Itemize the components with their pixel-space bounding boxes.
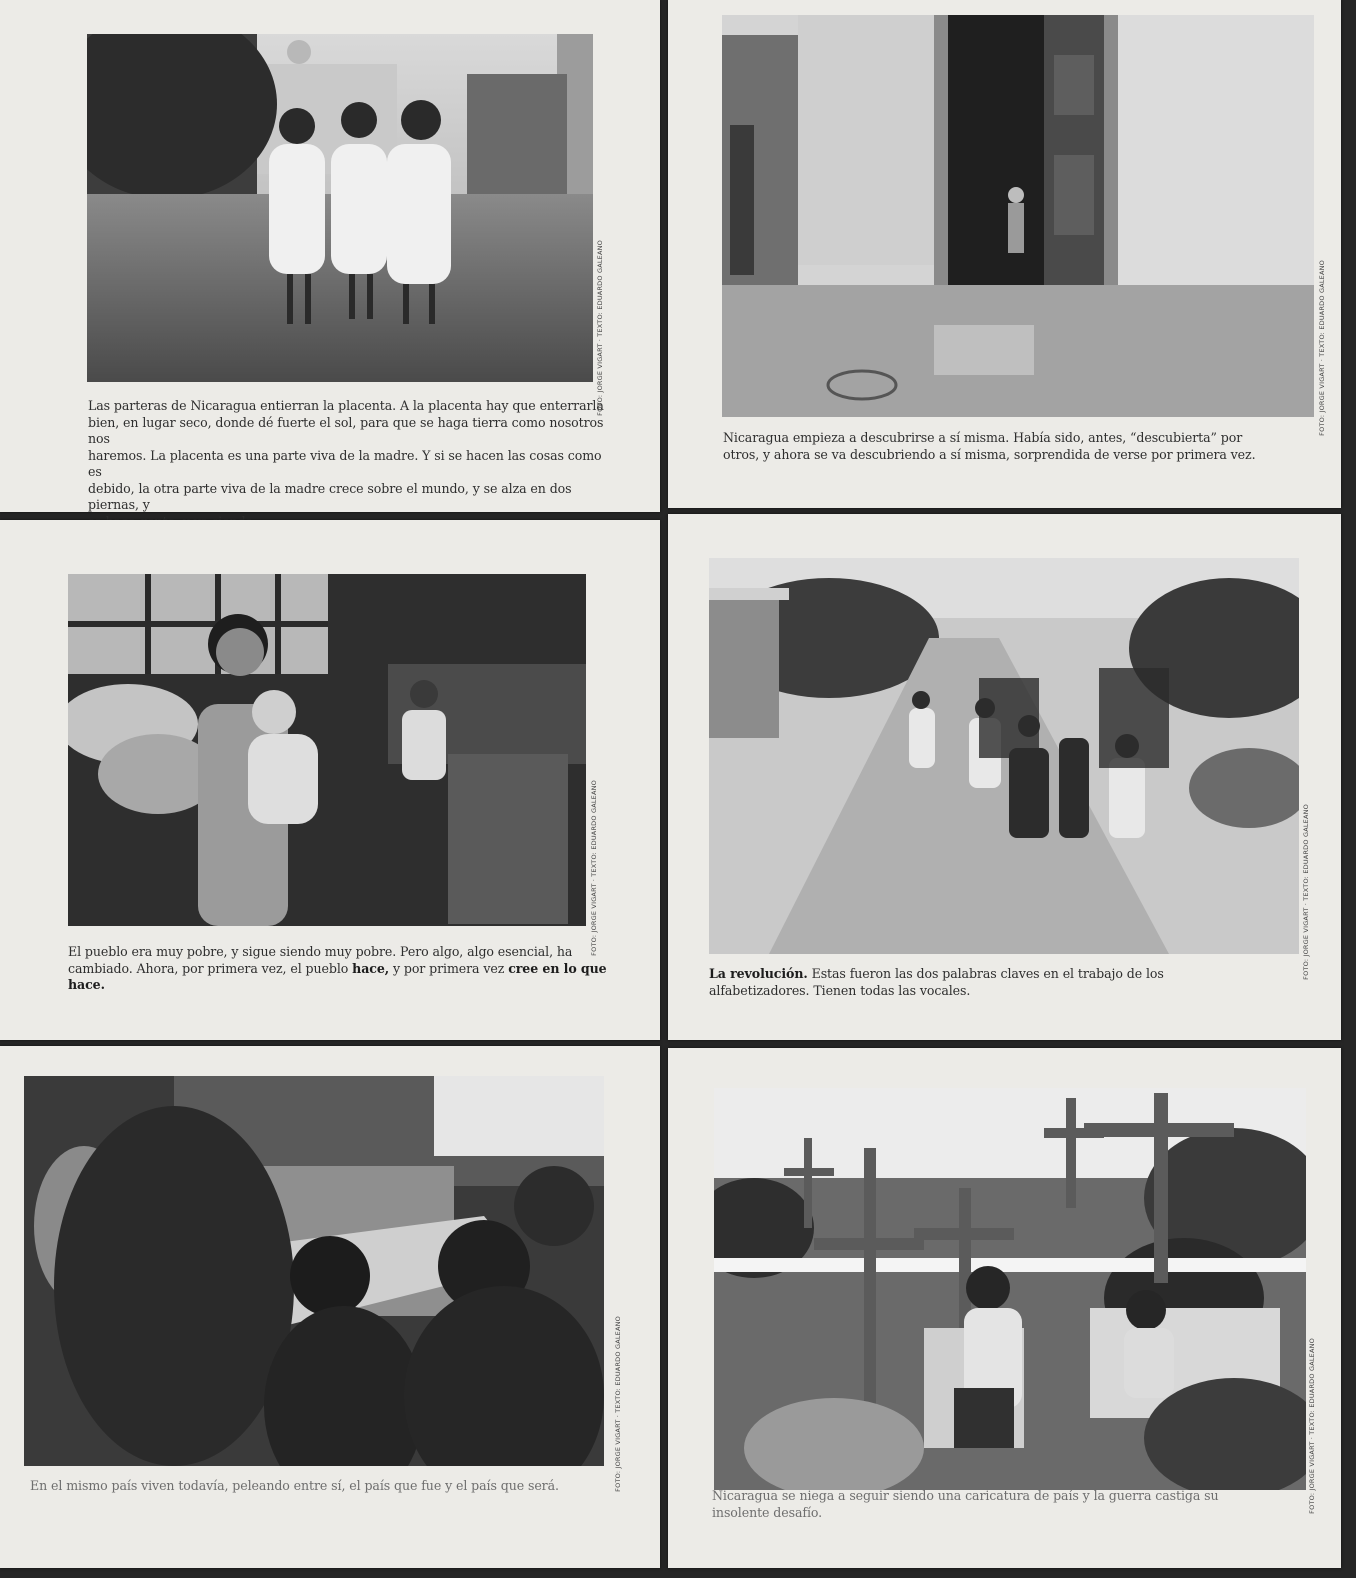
photo-cemetery-crosses-image	[714, 1088, 1306, 1490]
photo-credit: FOTO: JORGE VIGART · TEXTO: EDUARDO GALEANO	[1318, 260, 1326, 436]
caption-line: Nicaragua se niega a seguir siendo una caricatura de país y la guerra castiga su	[712, 1488, 1219, 1503]
caption-bold: hace,	[352, 960, 390, 976]
caption-line: insolente desafío.	[712, 1504, 823, 1520]
caption-line: Las parteras de Nicaragua entierran la placenta. A la placenta hay que enterrarla	[88, 398, 604, 413]
caption-line: El pueblo era muy pobre, y sigue siendo muy pobre. Pero algo, algo esencial, ha	[68, 944, 573, 959]
photo-mother-and-baby-image	[68, 574, 586, 926]
caption-text: Estas fueron las dos palabras claves en el trabajo de los	[807, 966, 1164, 981]
postcard-descubrirse	[668, 0, 1341, 508]
caption-line	[709, 966, 1289, 983]
postcard-el-mismo-pais	[0, 1046, 660, 1568]
caption	[723, 430, 1303, 463]
photo-child-doorway	[722, 15, 1314, 417]
caption-line	[68, 977, 628, 994]
caption-line	[68, 961, 628, 978]
caption	[68, 944, 628, 994]
caption-bold: cree en lo que	[508, 960, 607, 976]
caption	[30, 1478, 610, 1495]
caption-line: debido, la otra parte viva de la madre crece sobre el mundo, y se alza en dos piernas, y	[88, 480, 572, 512]
caption	[712, 1488, 1292, 1521]
caption	[709, 966, 1289, 999]
caption-text: cambiado. Ahora, por primera vez, el pueblo	[68, 960, 353, 976]
photo-cemetery-crosses	[714, 1088, 1306, 1490]
caption-bold: La revolución.	[709, 966, 808, 981]
caption-line: En el mismo país viven todavía, peleando entre sí, el país que fue y el país que será.	[30, 1478, 559, 1493]
caption-bold: hace.	[68, 977, 105, 992]
photo-three-girls	[87, 34, 593, 382]
postcard-caricatura-de-pais	[668, 1048, 1341, 1568]
caption-line: haremos. La placenta es una parte viva de la madre. Y si se hacen las cosas como es	[88, 447, 602, 479]
postcard-placenta	[0, 0, 660, 512]
photo-children-carrying-chairs	[709, 558, 1299, 954]
caption-text: y por primera vez	[389, 960, 509, 976]
photo-children-carrying-chairs-image	[709, 558, 1299, 954]
photo-wake-scene	[24, 1076, 604, 1466]
caption-line: alfabetizadores. Tienen todas las vocales.	[709, 982, 971, 998]
caption	[88, 398, 608, 530]
photo-credit: FOTO: JORGE VIGART · TEXTO: EDUARDO GALEANO	[1302, 804, 1310, 980]
photo-mother-and-baby	[68, 574, 586, 926]
postcard-pueblo-pobre	[0, 520, 660, 1040]
caption-line: bien, en lugar seco, donde dé fuerte el sol, para que se haga tierra como nosotros nos	[88, 414, 604, 446]
caption-line: otros, y ahora se va descubriendo a sí misma, sorprendida de verse por primera vez.	[723, 446, 1256, 462]
photo-credit: FOTO: JORGE VIGART · TEXTO: EDUARDO GALEANO	[1308, 1338, 1316, 1514]
photo-wake-scene-image	[24, 1076, 604, 1466]
photo-credit: FOTO: JORGE VIGART · TEXTO: EDUARDO GALEANO	[614, 1316, 622, 1492]
photo-three-girls-image	[87, 34, 593, 382]
photo-credit: FOTO: JORGE VIGART · TEXTO: EDUARDO GALEANO	[596, 240, 604, 416]
postcard-la-revolucion	[668, 514, 1341, 1040]
photo-child-doorway-image	[722, 15, 1314, 417]
photo-credit: FOTO: JORGE VIGART · TEXTO: EDUARDO GALEANO	[590, 780, 598, 956]
caption-line: Nicaragua empieza a descubrirse a sí misma. Había sido, antes, “descubierta” por	[723, 430, 1243, 445]
